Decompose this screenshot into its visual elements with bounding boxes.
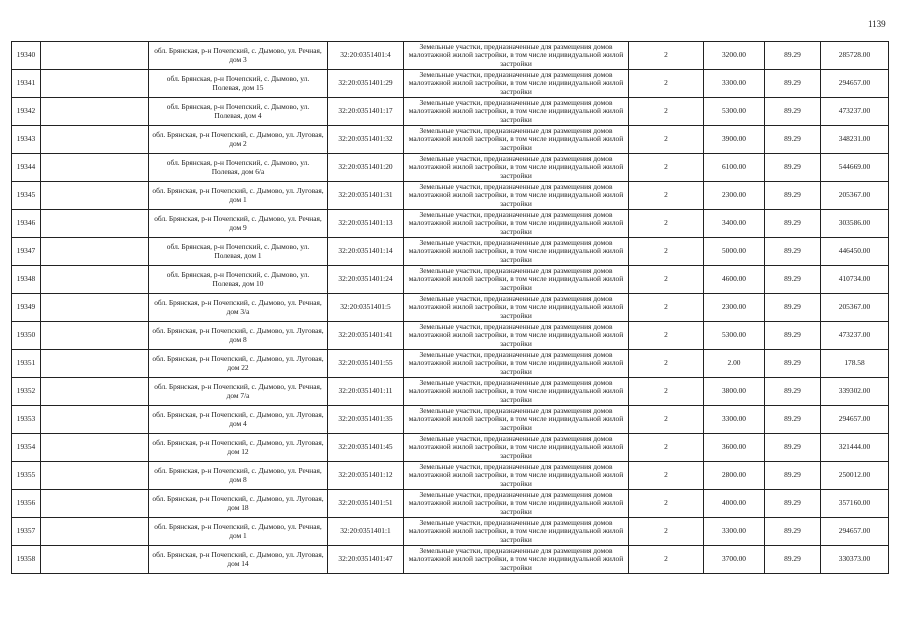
rate-cell: 89.29 bbox=[765, 266, 821, 294]
empty-cell bbox=[41, 462, 149, 490]
record-number: 19356 bbox=[12, 490, 41, 518]
category-cell: 2 bbox=[629, 546, 704, 574]
category-cell: 2 bbox=[629, 154, 704, 182]
registry-table bbox=[11, 41, 889, 574]
area-cell: 4000.00 bbox=[704, 490, 765, 518]
category-cell: 2 bbox=[629, 350, 704, 378]
category-cell: 2 bbox=[629, 406, 704, 434]
area-cell: 3800.00 bbox=[704, 378, 765, 406]
address-cell: обл. Брянская, р-н Почепский, с. Дымово, ул. Речная, дом 3 bbox=[149, 42, 328, 70]
record-number: 19346 bbox=[12, 210, 41, 238]
cadastral-number: 32:20:0351401:4 bbox=[328, 42, 404, 70]
rate-cell: 89.29 bbox=[765, 350, 821, 378]
category-cell: 2 bbox=[629, 378, 704, 406]
land-use-purpose: Земельные участки, предназначенные для размещения домов малоэтажной жилой застройки, в том числе индивидуальной жилой застройки bbox=[404, 98, 629, 126]
cadastral-number: 32:20:0351401:5 bbox=[328, 294, 404, 322]
empty-cell bbox=[41, 70, 149, 98]
area-cell: 3300.00 bbox=[704, 518, 765, 546]
area-cell: 3400.00 bbox=[704, 210, 765, 238]
land-use-purpose: Земельные участки, предназначенные для размещения домов малоэтажной жилой застройки, в том числе индивидуальной жилой застройки bbox=[404, 546, 629, 574]
table-row bbox=[12, 266, 889, 294]
land-use-purpose: Земельные участки, предназначенные для размещения домов малоэтажной жилой застройки, в том числе индивидуальной жилой застройки bbox=[404, 294, 629, 322]
area-cell: 3200.00 bbox=[704, 42, 765, 70]
address-cell: обл. Брянская, р-н Почепский, с. Дымово, ул. Речная, дом 9 bbox=[149, 210, 328, 238]
empty-cell bbox=[41, 266, 149, 294]
land-use-purpose: Земельные участки, предназначенные для размещения домов малоэтажной жилой застройки, в том числе индивидуальной жилой застройки bbox=[404, 350, 629, 378]
table-row bbox=[12, 98, 889, 126]
rate-cell: 89.29 bbox=[765, 378, 821, 406]
empty-cell bbox=[41, 98, 149, 126]
cadastral-value: 473237.00 bbox=[821, 322, 889, 350]
empty-cell bbox=[41, 238, 149, 266]
cadastral-number: 32:20:0351401:1 bbox=[328, 518, 404, 546]
cadastral-value: 205367.00 bbox=[821, 294, 889, 322]
record-number: 19353 bbox=[12, 406, 41, 434]
rate-cell: 89.29 bbox=[765, 98, 821, 126]
cadastral-number: 32:20:0351401:12 bbox=[328, 462, 404, 490]
record-number: 19352 bbox=[12, 378, 41, 406]
category-cell: 2 bbox=[629, 434, 704, 462]
cadastral-number: 32:20:0351401:41 bbox=[328, 322, 404, 350]
table-row bbox=[12, 434, 889, 462]
table-row bbox=[12, 70, 889, 98]
category-cell: 2 bbox=[629, 462, 704, 490]
table-row bbox=[12, 154, 889, 182]
land-use-purpose: Земельные участки, предназначенные для размещения домов малоэтажной жилой застройки, в том числе индивидуальной жилой застройки bbox=[404, 434, 629, 462]
rate-cell: 89.29 bbox=[765, 42, 821, 70]
land-use-purpose: Земельные участки, предназначенные для размещения домов малоэтажной жилой застройки, в том числе индивидуальной жилой застройки bbox=[404, 322, 629, 350]
empty-cell bbox=[41, 294, 149, 322]
area-cell: 5000.00 bbox=[704, 238, 765, 266]
table-row bbox=[12, 462, 889, 490]
empty-cell bbox=[41, 350, 149, 378]
rate-cell: 89.29 bbox=[765, 238, 821, 266]
category-cell: 2 bbox=[629, 490, 704, 518]
empty-cell bbox=[41, 210, 149, 238]
cadastral-value: 285728.00 bbox=[821, 42, 889, 70]
table-row bbox=[12, 378, 889, 406]
record-number: 19340 bbox=[12, 42, 41, 70]
area-cell: 3700.00 bbox=[704, 546, 765, 574]
cadastral-value: 205367.00 bbox=[821, 182, 889, 210]
record-number: 19355 bbox=[12, 462, 41, 490]
cadastral-value: 294657.00 bbox=[821, 406, 889, 434]
address-cell: обл. Брянская, р-н Почепский, с. Дымово, ул. Луговая, дом 4 bbox=[149, 406, 328, 434]
land-use-purpose: Земельные участки, предназначенные для размещения домов малоэтажной жилой застройки, в том числе индивидуальной жилой застройки bbox=[404, 238, 629, 266]
cadastral-number: 32:20:0351401:45 bbox=[328, 434, 404, 462]
land-use-purpose: Земельные участки, предназначенные для размещения домов малоэтажной жилой застройки, в том числе индивидуальной жилой застройки bbox=[404, 518, 629, 546]
address-cell: обл. Брянская, р-н Почепский, с. Дымово, ул. Луговая, дом 8 bbox=[149, 322, 328, 350]
category-cell: 2 bbox=[629, 294, 704, 322]
record-number: 19351 bbox=[12, 350, 41, 378]
land-use-purpose: Земельные участки, предназначенные для размещения домов малоэтажной жилой застройки, в том числе индивидуальной жилой застройки bbox=[404, 378, 629, 406]
empty-cell bbox=[41, 322, 149, 350]
record-number: 19343 bbox=[12, 126, 41, 154]
address-cell: обл. Брянская, р-н Почепский, с. Дымово, ул. Речная, дом 7/а bbox=[149, 378, 328, 406]
table-row bbox=[12, 546, 889, 574]
cadastral-number: 32:20:0351401:13 bbox=[328, 210, 404, 238]
record-number: 19341 bbox=[12, 70, 41, 98]
cadastral-number: 32:20:0351401:32 bbox=[328, 126, 404, 154]
cadastral-value: 544669.00 bbox=[821, 154, 889, 182]
cadastral-value: 294657.00 bbox=[821, 70, 889, 98]
registry-body bbox=[12, 42, 889, 574]
land-use-purpose: Земельные участки, предназначенные для размещения домов малоэтажной жилой застройки, в том числе индивидуальной жилой застройки bbox=[404, 210, 629, 238]
address-cell: обл. Брянская, р-н Почепский, с. Дымово, ул. Речная, дом 1 bbox=[149, 518, 328, 546]
page-number: 1139 bbox=[868, 19, 886, 29]
rate-cell: 89.29 bbox=[765, 406, 821, 434]
record-number: 19357 bbox=[12, 518, 41, 546]
category-cell: 2 bbox=[629, 266, 704, 294]
cadastral-number: 32:20:0351401:24 bbox=[328, 266, 404, 294]
cadastral-value: 446450.00 bbox=[821, 238, 889, 266]
empty-cell bbox=[41, 490, 149, 518]
cadastral-number: 32:20:0351401:20 bbox=[328, 154, 404, 182]
record-number: 19345 bbox=[12, 182, 41, 210]
table-row bbox=[12, 490, 889, 518]
area-cell: 2300.00 bbox=[704, 294, 765, 322]
record-number: 19348 bbox=[12, 266, 41, 294]
rate-cell: 89.29 bbox=[765, 434, 821, 462]
category-cell: 2 bbox=[629, 182, 704, 210]
empty-cell bbox=[41, 182, 149, 210]
table-row bbox=[12, 322, 889, 350]
rate-cell: 89.29 bbox=[765, 70, 821, 98]
table-row bbox=[12, 210, 889, 238]
category-cell: 2 bbox=[629, 70, 704, 98]
empty-cell bbox=[41, 42, 149, 70]
cadastral-value: 178.58 bbox=[821, 350, 889, 378]
cadastral-value: 250012.00 bbox=[821, 462, 889, 490]
rate-cell: 89.29 bbox=[765, 126, 821, 154]
empty-cell bbox=[41, 154, 149, 182]
empty-cell bbox=[41, 434, 149, 462]
category-cell: 2 bbox=[629, 42, 704, 70]
category-cell: 2 bbox=[629, 238, 704, 266]
land-use-purpose: Земельные участки, предназначенные для размещения домов малоэтажной жилой застройки, в том числе индивидуальной жилой застройки bbox=[404, 42, 629, 70]
record-number: 19358 bbox=[12, 546, 41, 574]
rate-cell: 89.29 bbox=[765, 490, 821, 518]
area-cell: 4600.00 bbox=[704, 266, 765, 294]
address-cell: обл. Брянская, р-н Почепский, с. Дымово, ул. Полевая, дом 4 bbox=[149, 98, 328, 126]
land-use-purpose: Земельные участки, предназначенные для размещения домов малоэтажной жилой застройки, в том числе индивидуальной жилой застройки bbox=[404, 406, 629, 434]
land-use-purpose: Земельные участки, предназначенные для размещения домов малоэтажной жилой застройки, в том числе индивидуальной жилой застройки bbox=[404, 490, 629, 518]
table-row bbox=[12, 182, 889, 210]
cadastral-number: 32:20:0351401:47 bbox=[328, 546, 404, 574]
cadastral-value: 410734.00 bbox=[821, 266, 889, 294]
address-cell: обл. Брянская, р-н Почепский, с. Дымово, ул. Речная, дом 3/а bbox=[149, 294, 328, 322]
cadastral-number: 32:20:0351401:35 bbox=[328, 406, 404, 434]
cadastral-value: 303586.00 bbox=[821, 210, 889, 238]
address-cell: обл. Брянская, р-н Почепский, с. Дымово, ул. Луговая, дом 18 bbox=[149, 490, 328, 518]
cadastral-number: 32:20:0351401:51 bbox=[328, 490, 404, 518]
table-row bbox=[12, 294, 889, 322]
record-number: 19342 bbox=[12, 98, 41, 126]
address-cell: обл. Брянская, р-н Почепский, с. Дымово, ул. Полевая, дом 10 bbox=[149, 266, 328, 294]
cadastral-value: 339302.00 bbox=[821, 378, 889, 406]
category-cell: 2 bbox=[629, 518, 704, 546]
record-number: 19347 bbox=[12, 238, 41, 266]
land-use-purpose: Земельные участки, предназначенные для размещения домов малоэтажной жилой застройки, в том числе индивидуальной жилой застройки bbox=[404, 70, 629, 98]
area-cell: 3600.00 bbox=[704, 434, 765, 462]
cadastral-number: 32:20:0351401:17 bbox=[328, 98, 404, 126]
empty-cell bbox=[41, 378, 149, 406]
area-cell: 3300.00 bbox=[704, 70, 765, 98]
area-cell: 5300.00 bbox=[704, 98, 765, 126]
cadastral-value: 294657.00 bbox=[821, 518, 889, 546]
land-use-purpose: Земельные участки, предназначенные для размещения домов малоэтажной жилой застройки, в том числе индивидуальной жилой застройки bbox=[404, 182, 629, 210]
land-use-purpose: Земельные участки, предназначенные для размещения домов малоэтажной жилой застройки, в том числе индивидуальной жилой застройки bbox=[404, 154, 629, 182]
land-use-purpose: Земельные участки, предназначенные для размещения домов малоэтажной жилой застройки, в том числе индивидуальной жилой застройки bbox=[404, 462, 629, 490]
cadastral-number: 32:20:0351401:11 bbox=[328, 378, 404, 406]
table-row bbox=[12, 42, 889, 70]
cadastral-value: 330373.00 bbox=[821, 546, 889, 574]
record-number: 19354 bbox=[12, 434, 41, 462]
rate-cell: 89.29 bbox=[765, 182, 821, 210]
empty-cell bbox=[41, 518, 149, 546]
address-cell: обл. Брянская, р-н Почепский, с. Дымово, ул. Луговая, дом 22 bbox=[149, 350, 328, 378]
land-use-purpose: Земельные участки, предназначенные для размещения домов малоэтажной жилой застройки, в том числе индивидуальной жилой застройки bbox=[404, 126, 629, 154]
area-cell: 3900.00 bbox=[704, 126, 765, 154]
address-cell: обл. Брянская, р-н Почепский, с. Дымово, ул. Луговая, дом 14 bbox=[149, 546, 328, 574]
rate-cell: 89.29 bbox=[765, 546, 821, 574]
category-cell: 2 bbox=[629, 126, 704, 154]
cadastral-value: 473237.00 bbox=[821, 98, 889, 126]
area-cell: 3300.00 bbox=[704, 406, 765, 434]
area-cell: 6100.00 bbox=[704, 154, 765, 182]
rate-cell: 89.29 bbox=[765, 154, 821, 182]
address-cell: обл. Брянская, р-н Почепский, с. Дымово, ул. Речная, дом 8 bbox=[149, 462, 328, 490]
rate-cell: 89.29 bbox=[765, 210, 821, 238]
cadastral-number: 32:20:0351401:14 bbox=[328, 238, 404, 266]
empty-cell bbox=[41, 546, 149, 574]
area-cell: 5300.00 bbox=[704, 322, 765, 350]
rate-cell: 89.29 bbox=[765, 462, 821, 490]
area-cell: 2.00 bbox=[704, 350, 765, 378]
category-cell: 2 bbox=[629, 98, 704, 126]
land-use-purpose: Земельные участки, предназначенные для размещения домов малоэтажной жилой застройки, в том числе индивидуальной жилой застройки bbox=[404, 266, 629, 294]
address-cell: обл. Брянская, р-н Почепский, с. Дымово, ул. Луговая, дом 12 bbox=[149, 434, 328, 462]
cadastral-number: 32:20:0351401:29 bbox=[328, 70, 404, 98]
table-row bbox=[12, 406, 889, 434]
rate-cell: 89.29 bbox=[765, 294, 821, 322]
area-cell: 2300.00 bbox=[704, 182, 765, 210]
cadastral-number: 32:20:0351401:31 bbox=[328, 182, 404, 210]
cadastral-number: 32:20:0351401:55 bbox=[328, 350, 404, 378]
address-cell: обл. Брянская, р-н Почепский, с. Дымово, ул. Луговая, дом 2 bbox=[149, 126, 328, 154]
category-cell: 2 bbox=[629, 322, 704, 350]
address-cell: обл. Брянская, р-н Почепский, с. Дымово, ул. Луговая, дом 1 bbox=[149, 182, 328, 210]
table-row bbox=[12, 350, 889, 378]
area-cell: 2800.00 bbox=[704, 462, 765, 490]
address-cell: обл. Брянская, р-н Почепский, с. Дымово, ул. Полевая, дом 6/а bbox=[149, 154, 328, 182]
record-number: 19350 bbox=[12, 322, 41, 350]
record-number: 19344 bbox=[12, 154, 41, 182]
address-cell: обл. Брянская, р-н Почепский, с. Дымово, ул. Полевая, дом 1 bbox=[149, 238, 328, 266]
empty-cell bbox=[41, 126, 149, 154]
empty-cell bbox=[41, 406, 149, 434]
cadastral-value: 348231.00 bbox=[821, 126, 889, 154]
table-row bbox=[12, 126, 889, 154]
cadastral-value: 357160.00 bbox=[821, 490, 889, 518]
table-row bbox=[12, 238, 889, 266]
cadastral-value: 321444.00 bbox=[821, 434, 889, 462]
table-row bbox=[12, 518, 889, 546]
rate-cell: 89.29 bbox=[765, 322, 821, 350]
record-number: 19349 bbox=[12, 294, 41, 322]
address-cell: обл. Брянская, р-н Почепский, с. Дымово, ул. Полевая, дом 15 bbox=[149, 70, 328, 98]
category-cell: 2 bbox=[629, 210, 704, 238]
rate-cell: 89.29 bbox=[765, 518, 821, 546]
